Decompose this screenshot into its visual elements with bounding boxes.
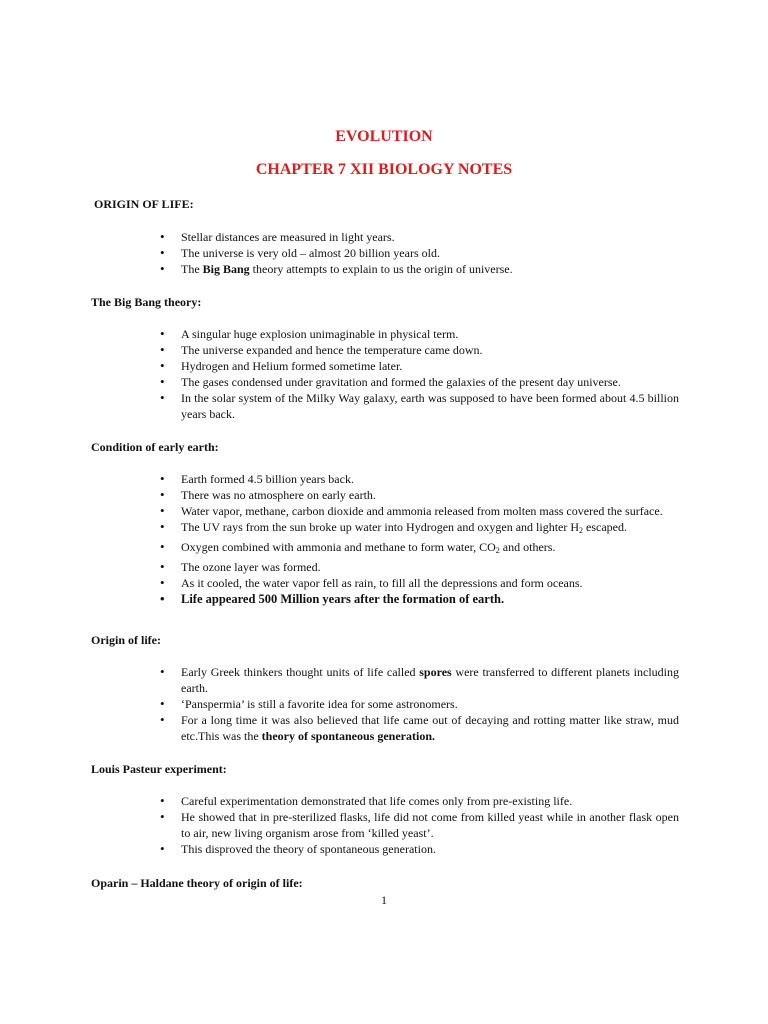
heading-early-earth: Condition of early earth: [91, 440, 219, 454]
list-item: • There was no atmosphere on early earth. [160, 487, 679, 503]
text-run: Oxygen combined with ammonia and methane to form water, CO [181, 540, 496, 554]
list-item: • The gases condensed under gravitation and formed the galaxies of the present day universe. [160, 374, 679, 390]
list-item: • The universe expanded and hence the temperature came down. [160, 342, 679, 358]
list-item: • Hydrogen and Helium formed sometime later. [160, 358, 679, 374]
list-item: • As it cooled, the water vapor fell as rain, to fill all the depressions and form oceans. [160, 575, 679, 591]
bold-term: theory of spontaneous generation. [261, 729, 435, 743]
list-item: • Water vapor, methane, carbon dioxide and ammonia released from molten mass covered the surface. [160, 503, 679, 519]
list-item: • The ozone layer was formed. [160, 559, 679, 575]
page-number: 1 [381, 893, 387, 907]
list-early-earth [160, 471, 679, 607]
list-origin-of-life-intro [160, 229, 679, 277]
heading-origin-of-life-intro: ORIGIN OF LIFE: [94, 197, 194, 211]
text-run: theory attempts to explain to us the origin of universe. [249, 262, 513, 276]
subscript: 2 [495, 546, 500, 555]
list-item: • The universe is very old – almost 20 billion years old. [160, 245, 679, 261]
page-title: EVOLUTION [335, 128, 433, 145]
list-item: • Earth formed 4.5 billion years back. [160, 471, 679, 487]
bold-term: spores [419, 665, 452, 679]
list-pasteur [160, 793, 679, 857]
list-item: • ‘Panspermia’ is still a favorite idea for some astronomers. [160, 696, 679, 712]
list-item [160, 519, 679, 539]
subscript: 2 [579, 526, 584, 535]
list-item [160, 261, 679, 277]
bold-term: Big Bang [202, 262, 250, 276]
list-item [160, 664, 679, 696]
page-subtitle: CHAPTER 7 XII BIOLOGY NOTES [255, 161, 513, 178]
list-item-bold: • Life appeared 500 Million years after the formation of earth. [160, 591, 679, 607]
list-item: • This disproved the theory of spontaneous generation. [160, 841, 679, 857]
list-item [160, 539, 679, 559]
text-run: were transferred to different planets including earth. [181, 665, 679, 695]
heading-pasteur: Louis Pasteur experiment: [91, 762, 227, 776]
text-run: For a long time it was also believed that life came out of decaying and rotting matter like straw, mud etc.This was the [181, 713, 679, 743]
list-item: • A singular huge explosion unimaginable in physical term. [160, 326, 679, 342]
list-origin-of-life [160, 664, 679, 744]
text-run: The [181, 262, 203, 276]
text-run: escaped. [583, 520, 627, 534]
heading-origin-of-life: Origin of life: [91, 633, 161, 647]
text-run: The UV rays from the sun broke up water into Hydrogen and oxygen and lighter H [181, 520, 580, 534]
heading-oparin: Oparin – Haldane theory of origin of life: [91, 876, 303, 890]
list-item: • Careful experimentation demonstrated that life comes only from pre-existing life. [160, 793, 679, 809]
list-item: • Stellar distances are measured in light years. [160, 229, 679, 245]
list-big-bang [160, 326, 679, 422]
list-item: • In the solar system of the Milky Way galaxy, earth was supposed to have been formed about 4.5 billion years back. [160, 390, 679, 422]
text-run: Early Greek thinkers thought units of life called [181, 665, 420, 679]
list-item: • He showed that in pre-sterilized flasks, life did not come from killed yeast while in another flask open to air, new living organism arose from ‘killed yeast’. [160, 809, 679, 841]
heading-big-bang: The Big Bang theory: [91, 295, 202, 309]
list-item [160, 712, 679, 744]
text-run: and others. [499, 540, 556, 554]
